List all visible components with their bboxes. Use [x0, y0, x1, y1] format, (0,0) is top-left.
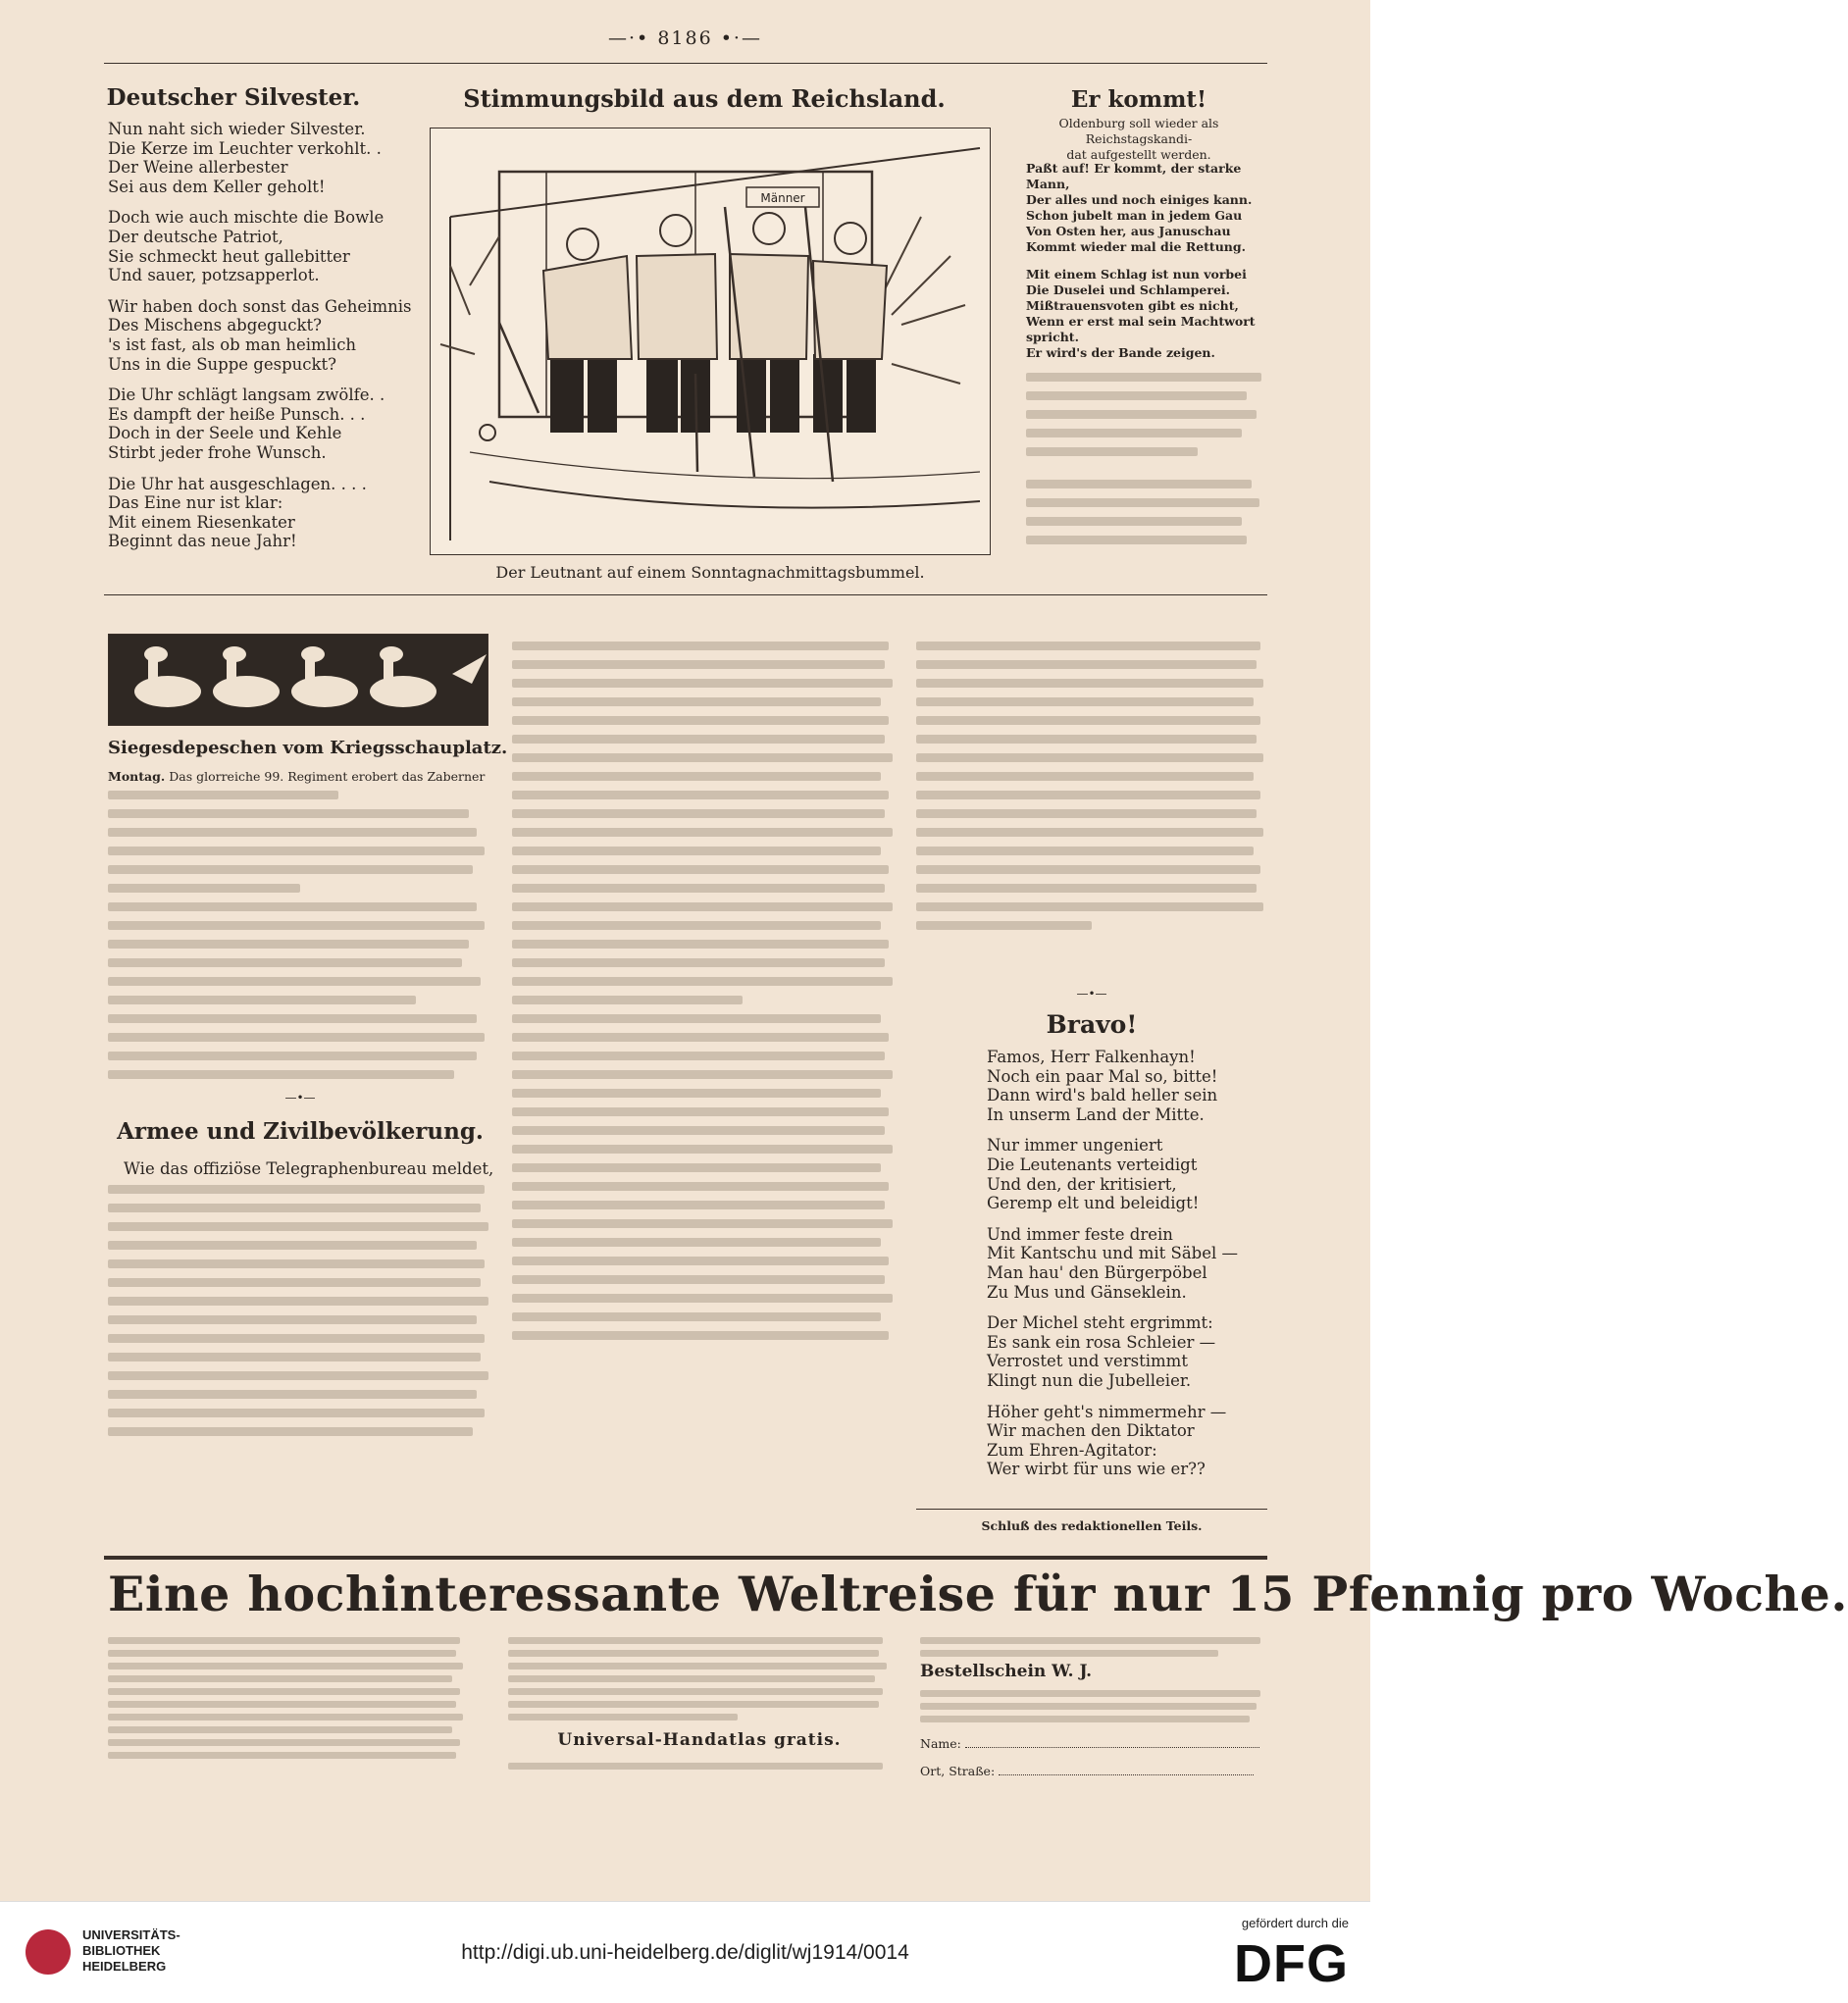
- stanza: Und immer feste drein Mit Kantschu und mit Säbel — Man hau' den Bürgerpöbel Zu Mus und Gänseklein.: [987, 1224, 1239, 1302]
- geese-drawing: [109, 635, 489, 727]
- library-name: UNIVERSITÄTS- BIBLIOTHEK HEIDELBERG: [82, 1927, 180, 1974]
- stanza: Die Uhr schlägt langsam zwölfe. . Es dampft der heiße Punsch. . . Doch in der Seele und Kehle Stirbt jeder frohe Wunsch.: [108, 385, 385, 462]
- source-url-link[interactable]: http://digi.ub.uni-heidelberg.de/diglit/wj1914/0014: [461, 1941, 909, 1964]
- ad-address-field[interactable]: Ort, Straße:: [920, 1764, 1267, 1779]
- soldiers-drawing: [431, 128, 992, 556]
- armee-first-line: Wie das offiziöse Telegraphenbureau meldet,: [124, 1159, 494, 1178]
- divider-ornament: —•—: [1076, 987, 1107, 1001]
- ad-top-rule: [104, 1556, 1267, 1560]
- silvester-title: Deutscher Silvester.: [106, 84, 361, 111]
- stanza: Nur immer ungeniert Die Leutenants verteidigt Und den, der kritisiert, Geremp elt und beleidigt!: [987, 1136, 1200, 1213]
- ad-name-field[interactable]: Name:: [920, 1736, 1267, 1752]
- reichsland-caption: Der Leutnant auf einem Sonntagnachmittagsbummel.: [495, 563, 925, 582]
- armee-text-col2: [512, 636, 897, 1350]
- ad-atlas-line: Universal-Handatlas gratis.: [557, 1730, 842, 1750]
- stanza: Doch wie auch mischte die Bowle Der deutsche Patriot, Sie schmeckt heut gallebitter Und sauer, potzsapperlot.: [108, 208, 385, 285]
- stanza: Wir haben doch sonst das Geheimnis Des Mischens abgeguckt? 's ist fast, als ob man heimlich Uns in die Suppe gespuckt?: [108, 296, 412, 374]
- section-rule: [104, 594, 1267, 595]
- schluss-notice: Schluß des redaktionellen Teils.: [981, 1518, 1203, 1533]
- ad-headline: Eine hochinteressante Weltreise für nur 15 Pfennig pro Woche.: [108, 1566, 1848, 1622]
- bravo-title: Bravo!: [1046, 1010, 1138, 1039]
- ad-text-col2-bottom: [508, 1758, 891, 1775]
- reichsland-title: Stimmungsbild aus dem Reichsland.: [463, 84, 946, 113]
- armee-title: Armee und Zivilbevölkerung.: [117, 1118, 484, 1145]
- stanza: Mit einem Schlag ist nun vorbei Die Duselei und Schlamperei. Mißtrauensvoten gibt es nicht, Wenn er erst mal sein Machtwort spricht. Er wird's der Bande zeigen.: [1026, 267, 1256, 360]
- stanza: Die Uhr hat ausgeschlagen. . . . Das Eine nur ist klar: Mit einem Riesenkater Beginnt das neue Jahr!: [108, 474, 367, 551]
- armee-text-col3: [916, 636, 1267, 940]
- ad-text-col3: [920, 1632, 1267, 1663]
- bravo-poem: [987, 1048, 1267, 1491]
- erkommt-subtitle: Oldenburg soll wieder als Reichstagskandi- dat aufgestellt werden.: [1058, 116, 1219, 162]
- geese-vignette: [108, 634, 488, 726]
- stanza: Famos, Herr Falkenhayn! Noch ein paar Mal so, bitte! Dann wird's bald heller sein In unserm Land der Mitte.: [987, 1048, 1218, 1124]
- erkommt-remaining-text: [1026, 373, 1271, 544]
- top-rule: [104, 63, 1267, 64]
- erkommt-title: Er kommt!: [1070, 86, 1207, 113]
- stanza: Paßt auf! Er kommt, der starke Mann, Der alles und noch einiges kann. Schon jubelt man in jedem Gau Von Osten her, aus Januschau Kommt wieder mal die Rettung.: [1026, 161, 1253, 254]
- ad-text-col2: [508, 1632, 891, 1726]
- ad-text-col1: [108, 1632, 467, 1765]
- dfg-logo: DFG: [1234, 1934, 1349, 1993]
- funding-note: gefördert durch die: [1241, 1916, 1349, 1930]
- stanza: Der Michel steht ergrimmt: Es sank ein rosa Schleier — Verrostet und verstimmt Klingt nun die Jubelleier.: [987, 1313, 1216, 1390]
- ad-bestellschein-label: Bestellschein W. J.: [920, 1662, 1093, 1681]
- page-number: —·• 8186 •·—: [608, 27, 762, 49]
- siegesdepeschen-first-line: Montag. Das glorreiche 99. Regiment erobert das Zaberner: [108, 769, 486, 784]
- divider-ornament: —•—: [284, 1091, 316, 1104]
- armee-text-col1: [108, 1179, 492, 1446]
- stanza: Nun naht sich wieder Silvester. Die Kerze im Leuchter verkohlt. . Der Weine allerbester Sei aus dem Keller geholt!: [108, 120, 382, 196]
- schluss-rule: [916, 1509, 1267, 1510]
- silvester-poem: [108, 120, 420, 563]
- ad-text-col3-more: [920, 1685, 1267, 1728]
- erkommt-poem: [1026, 161, 1271, 554]
- stanza: Höher geht's nimmermehr — Wir machen den Diktator Zum Ehren-Agitator: Wer wirbt für uns wie er??: [987, 1402, 1227, 1479]
- footer-bar: [0, 1901, 1370, 2003]
- siegesdepeschen-text: [108, 785, 492, 1089]
- maenner-sign: Männer: [760, 191, 805, 205]
- siegesdepeschen-title: Siegesdepeschen vom Kriegsschauplatz.: [108, 738, 508, 758]
- reichsland-illustration: [430, 128, 991, 555]
